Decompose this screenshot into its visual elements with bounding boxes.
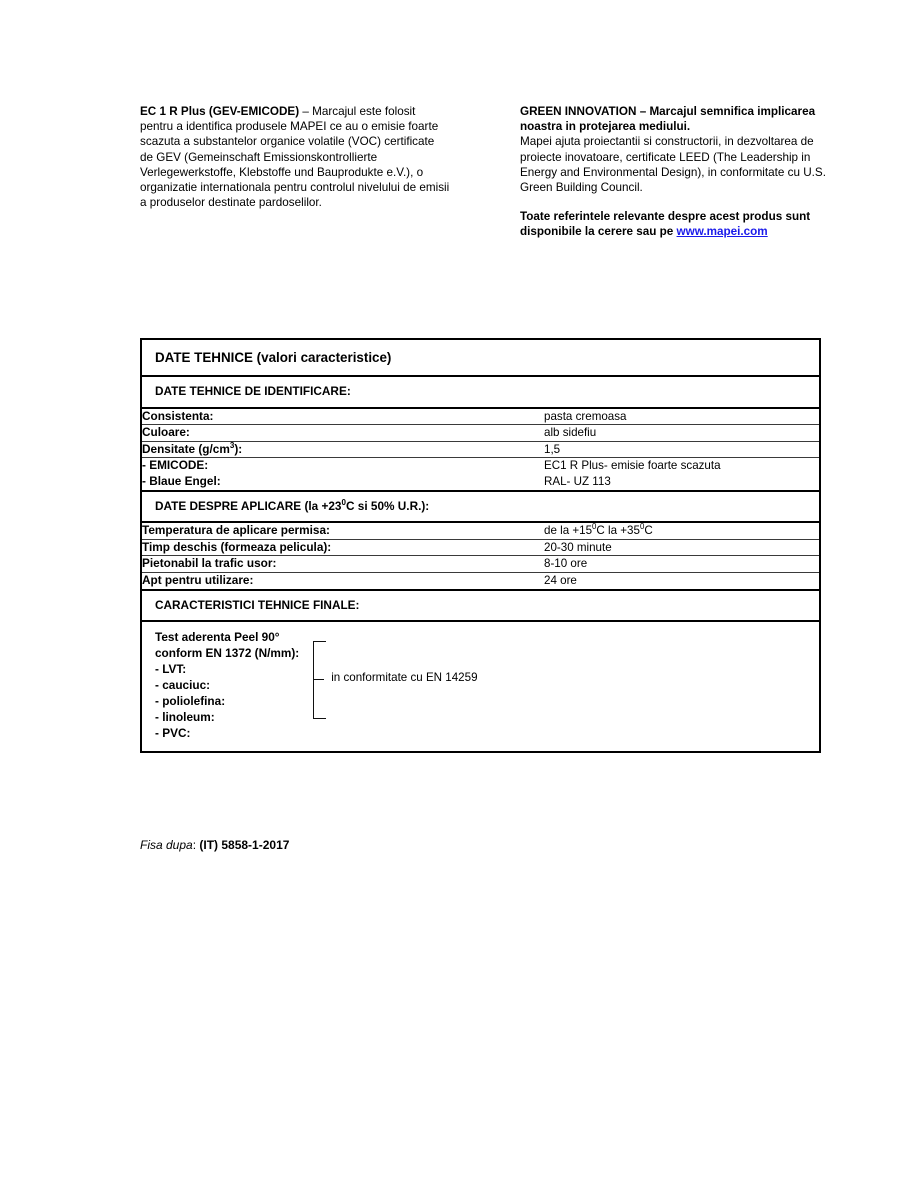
green-innovation-heading: GREEN INNOVATION – Marcajul semnifica implicarea noastra in protejarea mediului. — [520, 105, 816, 134]
section-label-identificare: DATE TEHNICE DE IDENTIFICARE: — [141, 376, 820, 408]
emicode-paragraph — [140, 104, 450, 210]
blaue-engel-label: - Blaue Engel: — [142, 473, 221, 488]
blaue-engel-value: RAL- UZ 113 — [544, 474, 611, 488]
temperatura-degree-superscript-1: 0 — [592, 522, 597, 532]
mapei-website-link[interactable]: www.mapei.com — [676, 225, 768, 239]
intro-section — [140, 104, 840, 240]
section-header-aplicare — [141, 491, 820, 523]
row-label-culoare: Culoare: — [141, 425, 544, 442]
row-value-culoare: alb sidefiu — [544, 425, 820, 442]
peel-test-line1: Test aderenta Peel 90° — [155, 630, 280, 645]
table-row — [141, 539, 820, 556]
table-row-emicode — [141, 458, 820, 491]
temperatura-value-post: C — [644, 524, 653, 538]
intro-column-right — [520, 104, 840, 240]
peel-test-cell — [141, 621, 820, 752]
table-title: DATE TEHNICE (valori caracteristice) — [141, 339, 820, 376]
table-row — [141, 572, 820, 589]
temperatura-degree-superscript-2: 0 — [639, 522, 645, 532]
references-note-line1: Toate referintele relevante despre acest produs sunt — [520, 210, 811, 224]
peel-test-wrapper — [142, 622, 819, 751]
emicode-value: EC1 R Plus- emisie foarte scazuta — [544, 459, 721, 473]
technical-data-table — [140, 338, 821, 753]
emicode-lead: EC 1 R Plus (GEV-EMICODE) — [140, 105, 300, 118]
table-title-row — [141, 339, 820, 376]
row-label-temperatura: Temperatura de aplicare permisa: — [141, 522, 544, 539]
row-label-consistenta: Consistenta: — [141, 408, 544, 425]
row-label-apt-utilizare: Apt pentru utilizare: — [141, 572, 544, 589]
green-innovation-paragraph — [520, 104, 840, 195]
row-value-densitate: 1,5 — [544, 441, 820, 458]
row-label-densitate — [141, 441, 544, 458]
section-label-finale: CARACTERISTICI TEHNICE FINALE: — [141, 590, 820, 622]
peel-item-poliolefina: - poliolefina: — [155, 693, 226, 708]
row-value-pietonabil: 8-10 ore — [544, 556, 820, 573]
table-row — [141, 408, 820, 425]
section-header-identificare — [141, 376, 820, 408]
table-row-peel-test — [141, 621, 820, 752]
row-label-timp-deschis: Timp deschis (formeaza pelicula): — [141, 539, 544, 556]
row-value-consistenta: pasta cremoasa — [544, 408, 820, 425]
footer-prefix: Fisa dupa — [140, 838, 193, 852]
temperatura-value-mid: C la +35 — [596, 524, 640, 538]
brace-bracket-icon — [313, 641, 326, 719]
aplicare-label-post: C si 50% U.R.): — [345, 498, 430, 513]
references-note-line2: disponibile la cerere sau pe — [520, 225, 677, 239]
aplicare-degree-superscript: 0 — [341, 497, 346, 507]
references-note — [520, 209, 840, 239]
peel-brace-note: in conformitate cu EN 14259 — [331, 671, 478, 685]
peel-test-line2: conform EN 1372 (N/mm): — [155, 646, 300, 661]
section-header-finale — [141, 590, 820, 622]
footer-reference — [140, 838, 289, 852]
table-row — [141, 441, 820, 458]
row-value-emicode-blaue-engel — [544, 458, 820, 491]
section-label-aplicare — [141, 491, 820, 523]
peel-brace-area — [299, 622, 819, 751]
row-value-apt-utilizare: 24 ore — [544, 572, 820, 589]
green-innovation-body: Mapei ajuta proiectantii si constructorii, in dezvoltarea de proiecte inovatoare, certificate LEED (The Leadership in Energy and Environmental Design), in conformitate cu U.S. Green Building Council. — [520, 135, 826, 195]
peel-item-linoleum: - linoleum: — [155, 709, 215, 724]
table-row — [141, 425, 820, 442]
peel-test-list — [142, 622, 299, 751]
row-label-emicode-blaue-engel — [141, 458, 544, 491]
densitate-superscript: 3 — [229, 440, 235, 450]
peel-item-cauciuc: - cauciuc: — [155, 677, 211, 692]
brace-tick-icon — [313, 679, 324, 680]
row-label-pietonabil: Pietonabil la trafic usor: — [141, 556, 544, 573]
row-value-timp-deschis: 20-30 minute — [544, 539, 820, 556]
temperatura-value-pre: de la +15 — [544, 524, 593, 538]
peel-item-pvc: - PVC: — [155, 725, 191, 740]
emicode-body: Marcajul este folosit pentru a identifica produsele MAPEI ce au o emisie foarte scazuta a substantelor organice volatile (VOC) certificate de GEV (Gemeinschaft Emissionskontrollierte Verlegewerkstoffe, Klebstoffe und Bauprodukte e.V.), o organizatie internationala pentru controlul nivelului de emisii a produselor destinate pardoselilor. — [140, 105, 450, 210]
footer-reference-code: (IT) 5858-1-2017 — [199, 838, 290, 852]
emicode-dash: – — [299, 105, 313, 118]
footer-colon: : — [192, 838, 200, 852]
densitate-label-pre: Densitate (g/cm — [142, 441, 230, 456]
aplicare-label-pre: DATE DESPRE APLICARE (la +23 — [155, 498, 342, 513]
densitate-label-post: ): — [234, 441, 243, 456]
emicode-label: - EMICODE: — [142, 458, 209, 473]
table-row — [141, 522, 820, 539]
peel-item-lvt: - LVT: — [155, 661, 187, 676]
intro-column-left — [140, 104, 450, 240]
table-row — [141, 556, 820, 573]
row-value-temperatura — [544, 522, 820, 539]
